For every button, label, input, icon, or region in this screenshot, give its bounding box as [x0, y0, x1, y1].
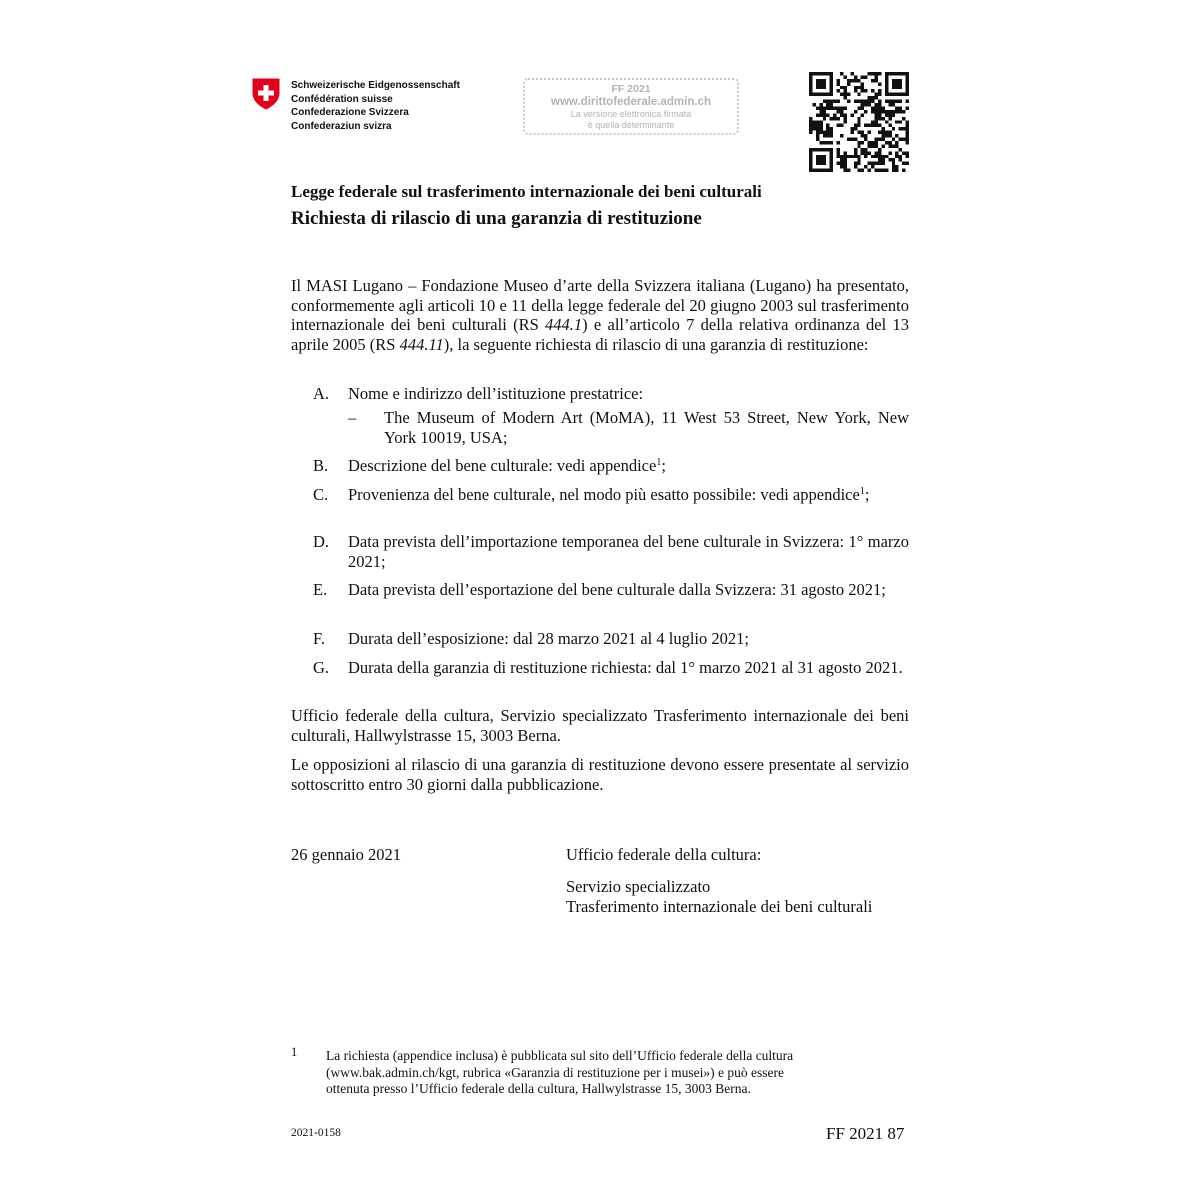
intro-text-2: ) e all’articolo 7 della relativa ordinanza del 13 aprile 2005 (RS	[291, 315, 909, 354]
confederation-name-fr: Confédération suisse	[291, 93, 393, 105]
list-letter: G.	[313, 658, 330, 677]
list-item-text: Durata della garanzia di restituzione richiesta: dal 1° marzo 2021 al 31 agosto 2021.	[348, 658, 903, 677]
stamp-note-line2: è quella determinante	[587, 119, 675, 130]
confederation-name-rm: Confederaziun svizra	[291, 120, 392, 132]
list-item-text: Data prevista dell’esportazione del bene culturale dalla Svizzera: 31 agosto 2021;	[348, 580, 886, 599]
list-item-d	[291, 532, 909, 571]
signing-service-line2: Trasferimento internazionale dei beni culturali	[566, 896, 873, 916]
confederation-name-de: Schweizerische Eidgenossenschaft	[291, 80, 460, 91]
office-paragraph: Ufficio federale della cultura, Servizio specializzato Trasferimento internazionale dei beni culturali, Hallwylstrasse 15, 3003 Berna.	[291, 706, 909, 745]
list-letter: E.	[313, 580, 328, 599]
stamp-url[interactable]: www.dirittofederale.admin.ch	[551, 96, 711, 108]
footnote-number: 1	[291, 1045, 298, 1059]
list-item-text: Durata dell’esposizione: dal 28 marzo 2021 al 4 luglio 2021;	[348, 629, 749, 648]
document-id: 2021-0158	[291, 1127, 341, 1139]
swiss-coat-of-arms-icon	[252, 78, 280, 110]
signing-office: Ufficio federale della cultura:	[566, 845, 762, 864]
rs-reference-ordinance: 444.11	[399, 334, 444, 354]
list-letter: B.	[313, 456, 329, 475]
list-item-a	[291, 384, 909, 404]
list-letter: D.	[313, 532, 330, 551]
stamp-reference: FF 2021	[611, 83, 651, 95]
publication-date: 26 gennaio 2021	[291, 845, 401, 864]
electronic-version-stamp	[523, 78, 739, 135]
list-item-f	[291, 629, 909, 649]
list-letter: A.	[313, 384, 330, 403]
signing-service-line1: Servizio specializzato	[566, 877, 711, 896]
list-letter: F.	[313, 629, 325, 648]
federal-gazette-reference: FF 2021 87	[826, 1124, 905, 1143]
list-item-text: Nome e indirizzo dell’istituzione prestatrice:	[348, 384, 644, 403]
list-dash: –	[348, 408, 357, 427]
confederation-names	[291, 79, 460, 133]
law-title: Legge federale sul trasferimento internazionale dei beni culturali	[291, 182, 762, 201]
rs-reference-law: 444.1	[545, 315, 583, 334]
list-item-text: Descrizione del bene culturale: vedi appendice$^1$;	[348, 456, 666, 475]
footnote-ref[interactable]: 1	[656, 457, 662, 468]
list-letter: C.	[313, 485, 329, 504]
footnote-line3: ottenuta presso l’Ufficio federale della cultura, Hallwylstrasse 15, 3003 Berna.	[326, 1081, 751, 1096]
footnote-ref[interactable]: 1	[859, 486, 865, 497]
intro-text-3: ), la seguente richiesta di rilascio di una garanzia di restituzione:	[443, 334, 869, 354]
list-item-c	[291, 485, 909, 505]
list-item-e	[291, 580, 909, 600]
list-item-b	[291, 456, 909, 476]
stamp-note-line1: La versione elettronica firmata	[570, 109, 692, 119]
footnote-text	[326, 1048, 886, 1098]
lender-address: The Museum of Modern Art (MoMA), 11 West 53 Street, New York, New York 10019, USA;	[384, 408, 909, 447]
objection-paragraph: Le opposizioni al rilascio di una garanzia di restituzione devono essere presentate al servizio sottoscritto entro 30 giorni dalla pubblicazione.	[291, 755, 909, 794]
footnote-line2: (www.bak.admin.ch/kgt, rubrica «Garanzia di restituzione per i musei») e può essere	[326, 1064, 784, 1080]
footnote-line1: La richiesta (appendice inclusa) è pubblicata sul sito dell’Ufficio federale della cultura	[326, 1048, 794, 1063]
list-item-text: Data prevista dell’importazione temporanea del bene culturale in Svizzera: 1° marzo 2021;	[348, 532, 909, 571]
intro-text-1: Il MASI Lugano – Fondazione Museo d’arte della Svizzera italiana (Lugano) ha presentato, conformemente agli articoli 10 e 11 della legge federale del 20 giugno 2003 sul trasferimento internazionale dei beni culturali (RS	[291, 276, 909, 334]
qr-code-icon	[809, 72, 909, 172]
intro-paragraph	[291, 276, 909, 354]
list-item-text: Provenienza del bene culturale, nel modo più esatto possibile: vedi appendice$^1$;	[348, 485, 870, 504]
page-title: Richiesta di rilascio di una garanzia di restituzione	[291, 208, 702, 229]
confederation-name-it: Confederazione Svizzera	[291, 107, 409, 118]
signing-service	[566, 877, 872, 916]
list-subitem-lender	[291, 408, 909, 447]
list-item-g	[291, 658, 909, 678]
